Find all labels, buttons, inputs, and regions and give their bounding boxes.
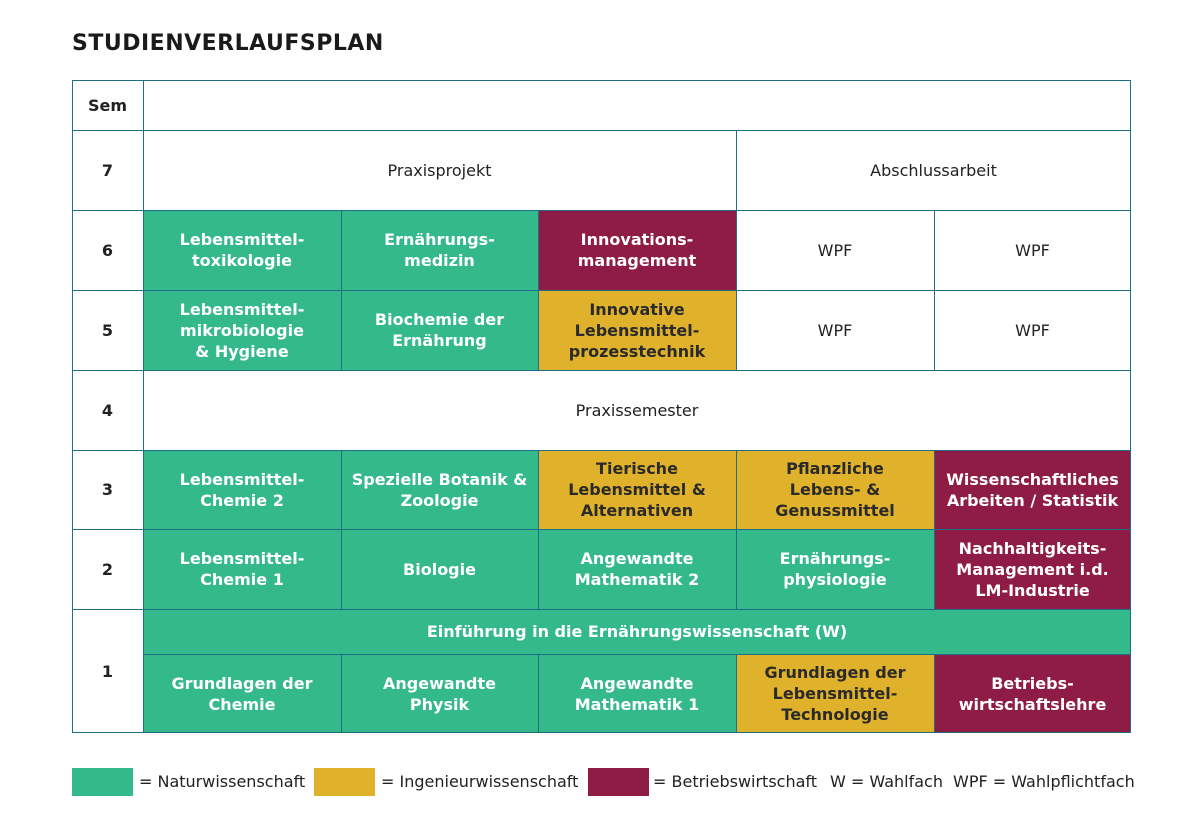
module-cell: Grundlagen der Chemie <box>143 654 341 733</box>
legend <box>0 768 1190 798</box>
module-wpf: WPF <box>934 210 1131 290</box>
module-cell: Spezielle Botanik & Zoologie <box>341 450 538 529</box>
module-cell: Lebensmittel- mikrobiologie & Hygiene <box>143 290 341 370</box>
module-cell: Innovative Lebensmittel- prozesstechnik <box>538 290 736 370</box>
module-wpf: WPF <box>736 290 934 370</box>
sem-number: 5 <box>72 290 143 370</box>
module-banner: Einführung in die Ernährungswissenschaft (W) <box>143 609 1131 654</box>
module-cell: Angewandte Mathematik 1 <box>538 654 736 733</box>
legend-swatch-ingenieur <box>314 768 375 796</box>
legend-label-wahlpflichtfach: WPF = Wahlpflichtfach <box>953 772 1135 791</box>
module-praxissemester: Praxissemester <box>143 370 1131 450</box>
legend-label-wahlfach: W = Wahlfach <box>830 772 943 791</box>
legend-label-bwl: = Betriebswirtschaft <box>653 772 818 791</box>
module-cell: Grundlagen der Lebensmittel- Technologie <box>736 654 934 733</box>
module-wpf: WPF <box>736 210 934 290</box>
legend-label-natur: = Naturwissenschaft <box>139 772 306 791</box>
sem-header: Sem <box>72 80 143 130</box>
study-plan-table <box>72 80 1131 733</box>
module-cell: Biochemie der Ernährung <box>341 290 538 370</box>
module-cell: Betriebs- wirtschaftslehre <box>934 654 1131 733</box>
module-cell: Wissenschaftliches Arbeiten / Statistik <box>934 450 1131 529</box>
module-cell: Ernährungs- physiologie <box>736 529 934 609</box>
sem-number: 1 <box>72 609 143 733</box>
module-cell: Ernährungs- medizin <box>341 210 538 290</box>
module-cell: Nachhaltigkeits- Management i.d. LM-Industrie <box>934 529 1131 609</box>
header-blank <box>143 80 1131 130</box>
module-cell: Tierische Lebensmittel & Alternativen <box>538 450 736 529</box>
sem-number: 6 <box>72 210 143 290</box>
module-cell: Pflanzliche Lebens- & Genussmittel <box>736 450 934 529</box>
page-title: STUDIENVERLAUFSPLAN <box>72 31 384 56</box>
module-cell: Angewandte Mathematik 2 <box>538 529 736 609</box>
module-cell: Innovations- management <box>538 210 736 290</box>
module-cell: Biologie <box>341 529 538 609</box>
sem-number: 3 <box>72 450 143 529</box>
module-cell: Lebensmittel- Chemie 2 <box>143 450 341 529</box>
module-abschlussarbeit: Abschlussarbeit <box>736 130 1131 210</box>
legend-swatch-bwl <box>588 768 649 796</box>
sem-number: 2 <box>72 529 143 609</box>
module-cell: Lebensmittel- toxikologie <box>143 210 341 290</box>
legend-swatch-natur <box>72 768 133 796</box>
module-praxisprojekt: Praxisprojekt <box>143 130 736 210</box>
legend-label-ingenieur: = Ingenieurwissenschaft <box>381 772 579 791</box>
module-cell: Angewandte Physik <box>341 654 538 733</box>
sem-number: 7 <box>72 130 143 210</box>
sem-number: 4 <box>72 370 143 450</box>
module-cell: Lebensmittel- Chemie 1 <box>143 529 341 609</box>
module-wpf: WPF <box>934 290 1131 370</box>
